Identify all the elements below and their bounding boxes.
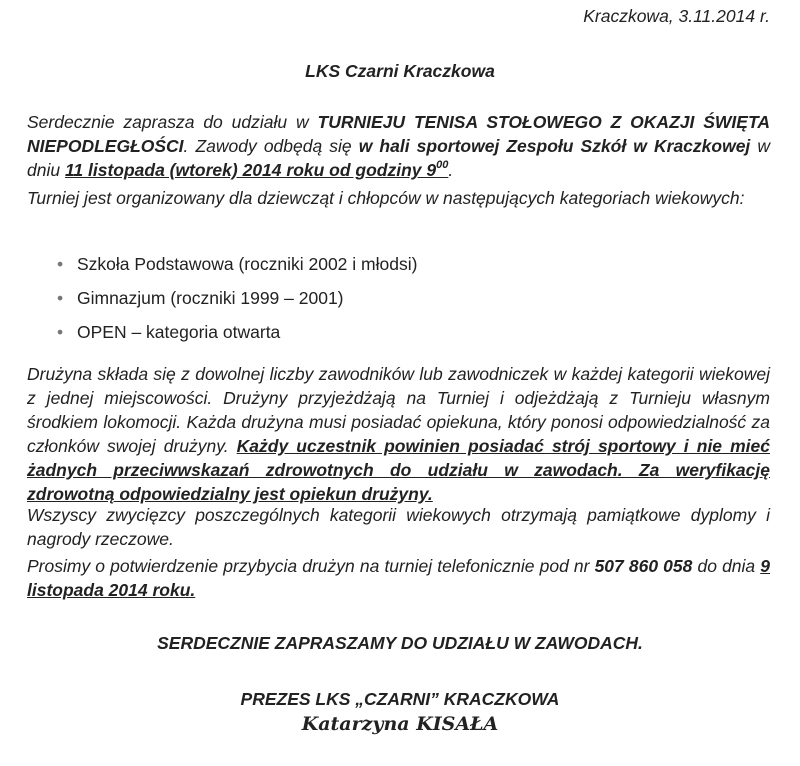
confirmation-text-2: do dnia: [692, 556, 761, 576]
team-rules-paragraph: [27, 362, 770, 506]
confirmation-paragraph: [27, 554, 770, 602]
event-date: [65, 160, 448, 180]
event-date-text: 11 listopada (wtorek) 2014 roku od godziny 9: [64, 160, 437, 180]
signatory-title: PREZES LKS „CZARNI” KRACZKOWA: [240, 689, 560, 709]
signatory-name: Katarzyna KISAŁA: [301, 713, 499, 735]
intro-text-1: Serdecznie zaprasza do udziału w: [27, 112, 318, 132]
categories-intro: Turniej jest organizowany dla dziewcząt i chłopców w następujących kategoriach wiekowych:: [27, 188, 745, 208]
prizes-paragraph: Wszyscy zwycięzcy poszczególnych kategorii wiekowych otrzymają pamiątkowe dyplomy i nagrody rzeczowe.: [27, 505, 770, 549]
event-hour-minutes: 00: [436, 159, 449, 171]
bullet-icon: •: [57, 254, 64, 274]
intro-text-3: . Zawody odbędą się: [183, 136, 359, 156]
organization-title: LKS Czarni Kraczkowa: [305, 61, 495, 81]
participant-requirements: Każdy uczestnik powinien posiadać strój sportowy i nie mieć żadnych przeciwwskazań zdrowotnych do udziału w zawodach. Za weryfikację zdrowotną odpowiedzialny jest opiekun drużyny.: [27, 436, 770, 504]
tournament-name: TURNIEJU TENISA STOŁOWEGO Z OKAZJI ŚWIĘTA NIEPODLEGŁOŚCI: [27, 112, 770, 156]
list-item: [51, 252, 417, 286]
confirmation-deadline: 9 listopada 2014 roku.: [27, 556, 770, 600]
intro-text-7: .: [448, 160, 454, 180]
phone-number: 507 860 058: [594, 556, 693, 576]
list-item: [51, 286, 417, 320]
bullet-icon: •: [57, 288, 64, 308]
categories-list: [51, 252, 417, 354]
date-place: Kraczkowa, 3.11.2014 r.: [583, 6, 770, 26]
intro-text-5: w dniu: [27, 136, 771, 180]
intro-paragraph: [27, 110, 770, 182]
category-label: Szkoła Podstawowa (roczniki 2002 i młodsi): [77, 254, 418, 274]
venue: w hali sportowej Zespołu Szkół w Kraczkowej: [358, 136, 751, 156]
confirmation-text-1: Prosimy o potwierdzenie przybycia drużyn na turniej telefonicznie pod nr: [27, 556, 595, 576]
category-label: Gimnazjum (roczniki 1999 – 2001): [77, 288, 344, 308]
category-label: OPEN – kategoria otwarta: [77, 322, 281, 342]
closing-invitation: SERDECZNIE ZAPRASZAMY DO UDZIAŁU W ZAWODACH.: [157, 633, 643, 653]
bullet-icon: •: [57, 322, 64, 342]
team-rules-text: Drużyna składa się z dowolnej liczby zawodników lub zawodniczek w każdej kategorii wiekowej z jednej miejscowości. Drużyny przyjeżdżają na Turniej i odjeżdżają z Turnieju własnym środkiem lokomocji. Każda drużyna musi posiadać opiekuna, który ponosi odpowiedzialność za członków swojej drużyny.: [27, 364, 770, 456]
list-item: [51, 320, 417, 354]
